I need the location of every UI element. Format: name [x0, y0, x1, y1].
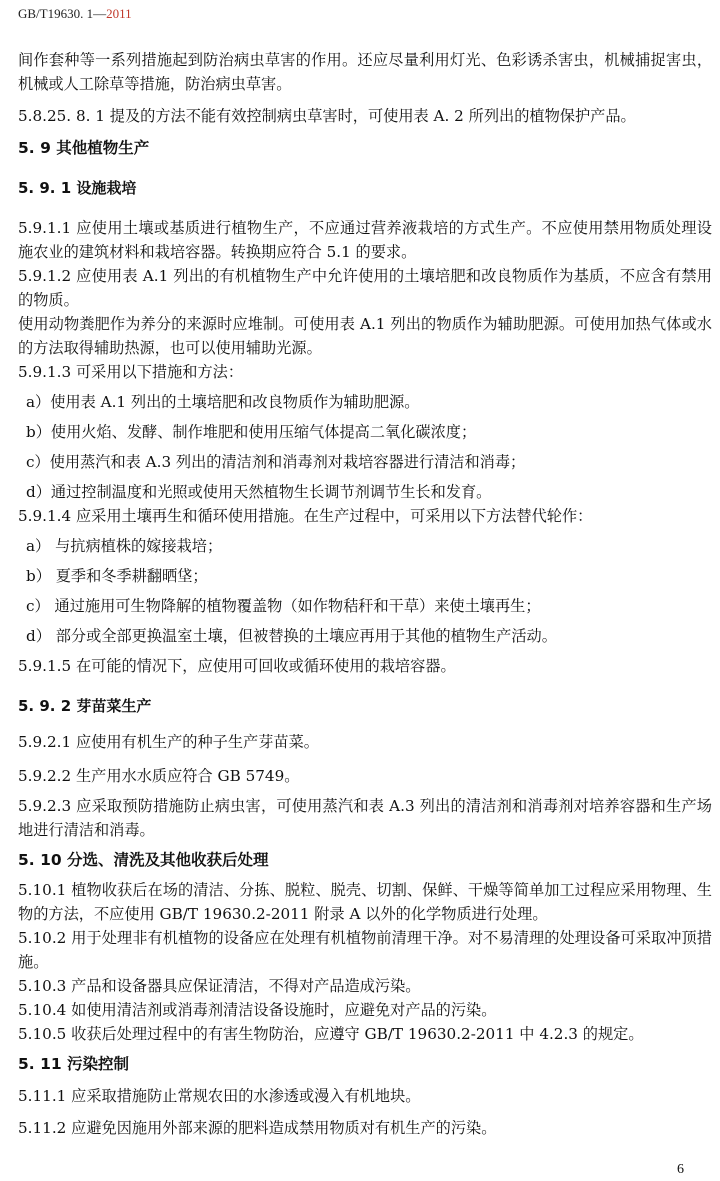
paragraph-5-8-25: 5.8.25. 8. 1 提及的方法不能有效控制病虫草害时，可使用表 A. 2 所列出的植物保护产品。 — [18, 107, 636, 125]
section-heading-5-9: 5. 9 其他植物生产 — [18, 139, 150, 157]
section-heading-5-9-1: 5. 9. 1 设施栽培 — [18, 179, 137, 197]
clause-5-9-2-1: 5.9.2.1 应使用有机生产的种子生产芽苗菜。 — [18, 733, 319, 751]
clause-5-9-1-3: 5.9.1.3 可采用以下措施和方法： — [18, 363, 244, 381]
clause-5-9-2-2: 5.9.2.2 生产用水水质应符合 GB 5749。 — [18, 767, 300, 785]
clause-5-11-2: 5.11.2 应避免因施用外部来源的肥料造成禁用物质对有机生产的污染。 — [18, 1119, 497, 1137]
document-body — [18, 48, 712, 1140]
paragraph-pest-control: 间作套种等一系列措施起到防治病虫草害的作用。还应尽量利用灯光、色彩诱杀害虫，机械捕捉害虫，机械或人工除草等措施，防治病虫草害。 — [18, 51, 712, 93]
list-item: c） 通过施用可生物降解的植物覆盖物（如作物秸秆和干草）来使土壤再生； — [26, 597, 541, 615]
list-5-9-1-4 — [18, 534, 712, 648]
clause-5-9-1-2-continued: 使用动物粪肥作为养分的来源时应堆制。可使用表 A.1 列出的物质作为辅助肥源。可使用加热气体或水的方法取得辅助热源，也可以使用辅助光源。 — [18, 315, 712, 357]
standard-year: 2011 — [106, 6, 132, 21]
clause-5-9-1-4: 5.9.1.4 应采用土壤再生和循环使用措施。在生产过程中，可采用以下方法替代轮作： — [18, 507, 593, 525]
list-item: c）使用蒸汽和表 A.3 列出的清洁剂和消毒剂对栽培容器进行清洁和消毒； — [26, 453, 526, 471]
clause-5-9-1-2: 5.9.1.2 应使用表 A.1 列出的有机植物生产中允许使用的土壤培肥和改良物质作为基质，不应含有禁用的物质。 — [18, 267, 712, 309]
list-item: b）使用火焰、发酵、制作堆肥和使用压缩气体提高二氧化碳浓度； — [26, 423, 477, 441]
list-item: a）使用表 A.1 列出的土壤培肥和改良物质作为辅助肥源。 — [26, 393, 420, 411]
list-item: d） 部分或全部更换温室土壤，但被替换的土壤应再用于其他的植物生产活动。 — [26, 627, 557, 645]
clause-5-10-2: 5.10.2 用于处理非有机植物的设备应在处理有机植物前清理干净。对不易清理的处理设备可采取冲顶措施。 — [18, 929, 712, 971]
clause-5-10-4: 5.10.4 如使用清洁剂或消毒剂清洁设备设施时，应避免对产品的污染。 — [18, 1001, 497, 1019]
section-heading-5-9-2: 5. 9. 2 芽苗菜生产 — [18, 697, 152, 715]
clause-5-11-1: 5.11.1 应采取措施防止常规农田的水渗透或漫入有机地块。 — [18, 1087, 421, 1105]
standard-number: GB/T19630. 1— — [18, 6, 107, 21]
clause-5-9-1-1: 5.9.1.1 应使用土壤或基质进行植物生产，不应通过营养液栽培的方式生产。不应使用禁用物质处理设施农业的建筑材料和栽培容器。转换期应符合 5.1 的要求。 — [18, 219, 712, 261]
clause-5-9-2-3: 5.9.2.3 应采取预防措施防止病虫害，可使用蒸汽和表 A.3 列出的清洁剂和消毒剂对培养容器和生产场地进行清洁和消毒。 — [18, 797, 712, 839]
section-heading-5-11: 5. 11 污染控制 — [18, 1055, 130, 1073]
clause-5-9-1-5: 5.9.1.5 在可能的情况下，应使用可回收或循环使用的栽培容器。 — [18, 657, 456, 675]
list-item: b） 夏季和冬季耕翻晒垡； — [26, 567, 208, 585]
page-number: 6 — [677, 1162, 684, 1177]
section-heading-5-10: 5. 10 分选、清洗及其他收获后处理 — [18, 851, 269, 869]
list-item: a） 与抗病植株的嫁接栽培； — [26, 537, 223, 555]
clause-5-10-1: 5.10.1 植物收获后在场的清洁、分拣、脱粒、脱壳、切割、保鲜、干燥等简单加工过程应采用物理、生物的方法，不应使用 GB/T 19630.2-2011 附录 A 以外的化学物质进行处理。 — [18, 881, 712, 923]
document-header — [18, 6, 132, 22]
list-item: d）通过控制温度和光照或使用天然植物生长调节剂调节生长和发育。 — [26, 483, 492, 501]
clause-5-10-5: 5.10.5 收获后处理过程中的有害生物防治，应遵守 GB/T 19630.2-2011 中 4.2.3 的规定。 — [18, 1025, 644, 1043]
clause-5-10-3: 5.10.3 产品和设备器具应保证清洁，不得对产品造成污染。 — [18, 977, 421, 995]
list-5-9-1-3 — [18, 390, 712, 504]
